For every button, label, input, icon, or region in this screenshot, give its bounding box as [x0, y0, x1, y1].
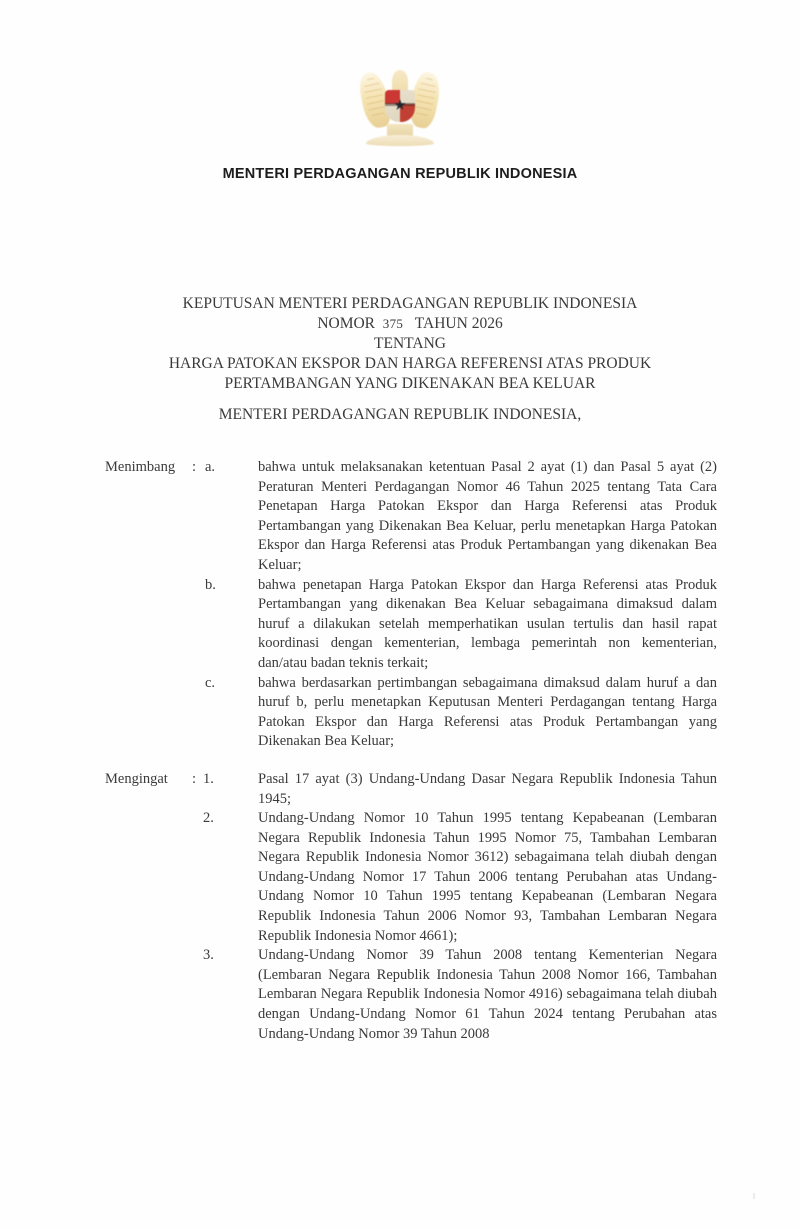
decree-number-line [100, 314, 720, 334]
mengingat-text-1: Pasal 17 ayat (3) Undang-Undang Dasar Negara Republik Indonesia Tahun 1945; [258, 770, 717, 807]
nomor-label: NOMOR [317, 315, 376, 332]
menimbang-item-c [0, 674, 800, 752]
decree-title-line: KEPUTUSAN MENTERI PERDAGANGAN REPUBLIK INDONESIA [182, 295, 638, 312]
menimbang-marker-a: a. [205, 459, 216, 475]
scan-artifact [753, 1193, 755, 1199]
decree-subject-line-2: PERTAMBANGAN YANG DIKENAKAN BEA KELUAR [224, 375, 596, 392]
emblem-ribbon [366, 135, 434, 146]
mengingat-section [0, 770, 800, 1044]
menimbang-label: Menimbang [105, 459, 176, 475]
menimbang-text-a: bahwa untuk melaksanakan ketentuan Pasal 2 ayat (1) dan Pasal 5 ayat (2) Peraturan Menteri Perdagangan Nomor 46 Tahun 2025 tentang Tata Cara Penetapan Harga Patokan Ekspor dan Harga Referensi atas Produk Pertambangan yang Dikenakan Bea Keluar, perlu menetapkan Harga Patokan Ekspor dan Harga Referensi atas Produk Pertambangan yang dikenakan Bea Keluar; [258, 459, 717, 573]
tentang-label: TENTANG [374, 335, 446, 352]
menimbang-item-b [0, 576, 800, 674]
menimbang-marker-c: c. [205, 674, 216, 691]
mengingat-item-3 [0, 946, 800, 1044]
menimbang-section [0, 458, 800, 752]
mengingat-marker-2: 2. [203, 810, 214, 827]
mengingat-item-2 [0, 809, 800, 946]
menimbang-text-b: bahwa penetapan Harga Patokan Ekspor dan Harga Referensi atas Produk Pertambangan yang dikenakan Bea Keluar sebagaimana dimaksud dalam huruf a dilakukan setelah memperhatikan usulan tertulis dan hasil rapat koordinasi dengan kementerian, lembaga pemerintah non kementerian, dan/atau badan teknis terkait; [258, 576, 717, 671]
mengingat-marker-1: 1. [203, 770, 214, 787]
menimbang-marker-b: b. [205, 576, 216, 593]
menimbang-colon: : [192, 459, 197, 475]
ministry-heading: MENTERI PERDAGANGAN REPUBLIK INDONESIA [222, 166, 578, 182]
mengingat-text-2: Undang-Undang Nomor 10 Tahun 1995 tentang Kepabeanan (Lembaran Negara Republik Indonesia Tahun 1995 Nomor 75, Tambahan Lembaran Negara Republik Indonesia Nomor 3612) sebagaimana telah diubah dengan Undang-Undang Nomor 17 Tahun 2006 tentang Perubahan atas Undang-Undang Nomor 10 Tahun 1995 tentang Kepabeanan (Lembaran Negara Republik Indonesia Tahun 2006 Nomor 93, Tambahan Lembaran Negara Republik Indonesia Nomor 4661); [258, 810, 717, 944]
shield-quadrant-red-upper [385, 90, 400, 104]
mengingat-label: Mengingat [105, 770, 168, 787]
decree-title-block [100, 294, 720, 394]
emblem-container [0, 68, 800, 146]
recital-heading: MENTERI PERDAGANGAN REPUBLIK INDONESIA, [218, 406, 582, 423]
emblem-shield [385, 90, 415, 122]
decree-subject-line-1: HARGA PATOKAN EKSPOR DAN HARGA REFERENSI ATAS PRODUK [168, 355, 652, 372]
mengingat-item-1 [0, 770, 800, 809]
garuda-pancasila-emblem [354, 68, 446, 146]
tahun-value: 2026 [471, 315, 503, 332]
menimbang-text-c: bahwa berdasarkan pertimbangan sebagaimana dimaksud dalam huruf a dan huruf b, perlu menetapkan Keputusan Menteri Perdagangan tentang Harga Patokan Ekspor dan Harga Referensi atas Produk Pertambangan yang Dikenakan Bea Keluar; [258, 674, 717, 750]
clauses-container [0, 458, 800, 1044]
menimbang-item-a [0, 458, 800, 576]
mengingat-text-3: Undang-Undang Nomor 39 Tahun 2008 tentang Kementerian Negara (Lembaran Negara Republik Indonesia Tahun 2008 Nomor 166, Tambahan Lembaran Negara Republik Indonesia Nomor 4916) sebagaimana telah diubah dengan Undang-Undang Nomor 61 Tahun 2024 tentang Perubahan atas Undang-Undang Nomor 39 Tahun 2008 [258, 947, 717, 1042]
nomor-value: 375 [382, 316, 404, 331]
tahun-label: TAHUN [414, 315, 468, 332]
mengingat-colon: : [192, 770, 197, 787]
mengingat-marker-3: 3. [203, 947, 214, 964]
